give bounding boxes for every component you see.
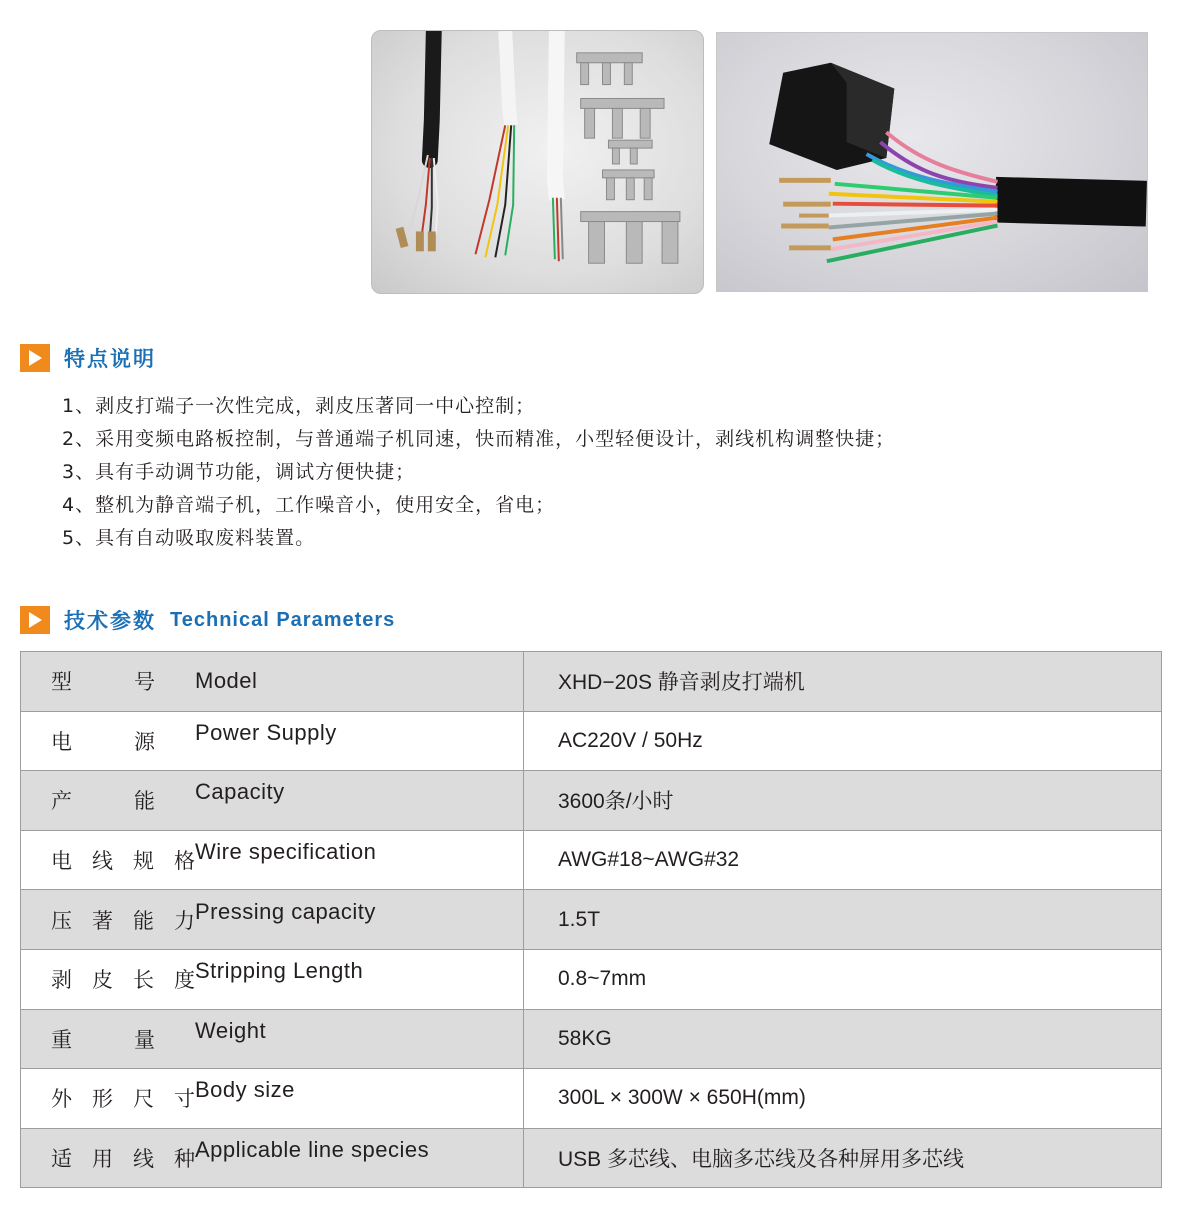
play-arrow-icon	[20, 344, 50, 372]
param-label-cell	[21, 652, 524, 712]
table-row	[21, 949, 1162, 1009]
parameters-table	[20, 651, 1162, 1188]
params-title: 技术参数	[64, 609, 156, 633]
cable-terminals-illustration	[372, 31, 703, 293]
table-row	[21, 890, 1162, 950]
param-label-en: Stripping Length	[195, 958, 364, 984]
param-label-zh: 重 量	[51, 1027, 155, 1052]
param-label-cell	[21, 949, 524, 1009]
features-list	[62, 390, 1062, 555]
multicore-connector-illustration	[717, 33, 1147, 291]
param-label-zh: 外形尺寸	[51, 1087, 195, 1112]
param-label-en: Pressing capacity	[195, 898, 376, 924]
param-label-en: Capacity	[195, 779, 285, 805]
param-label-zh: 压著能力	[51, 908, 195, 933]
param-label-zh: 适用线种	[51, 1147, 195, 1172]
multicore-connector-photo	[716, 32, 1148, 292]
param-label-zh: 剥皮长度	[51, 968, 195, 993]
param-label-cell	[21, 1069, 524, 1129]
params-subtitle: Technical Parameters	[170, 608, 396, 631]
feature-item: 3、具有手动调节功能，调试方便快捷；	[62, 461, 416, 483]
param-label-zh: 产 能	[51, 789, 155, 814]
features-section-header	[20, 343, 156, 373]
param-label-en: Weight	[195, 1017, 267, 1043]
table-row	[21, 1069, 1162, 1129]
params-section-header	[20, 605, 395, 635]
param-label-zh: 电 源	[51, 729, 155, 754]
param-label-cell	[21, 711, 524, 771]
param-label-cell	[21, 1128, 524, 1188]
feature-item: 5、具有自动吸取废料装置。	[62, 527, 316, 549]
param-value: 1.5T	[524, 890, 1162, 950]
table-row	[21, 771, 1162, 831]
table-row	[21, 1128, 1162, 1188]
table-row	[21, 711, 1162, 771]
param-label-en: Applicable line species	[195, 1137, 430, 1163]
param-label-cell	[21, 830, 524, 890]
table-row	[21, 1009, 1162, 1069]
feature-item: 1、剥皮打端子一次性完成，剥皮压著同一中心控制；	[62, 395, 536, 417]
param-label-en: Power Supply	[195, 719, 337, 745]
features-title: 特点说明	[64, 347, 156, 371]
param-label-en: Wire specification	[195, 839, 377, 865]
feature-item: 2、采用变频电路板控制，与普通端子机同速，快而精准，小型轻便设计，剥线机构调整快捷；	[62, 428, 896, 450]
param-value: 58KG	[524, 1009, 1162, 1069]
table-row	[21, 830, 1162, 890]
param-value: 300L × 300W × 650H(mm)	[524, 1069, 1162, 1129]
param-value: AWG#18~AWG#32	[524, 830, 1162, 890]
param-label-en: Model	[195, 668, 258, 694]
cable-terminals-photo	[371, 30, 704, 294]
param-value: USB 多芯线、电脑多芯线及各种屏用多芯线	[524, 1128, 1162, 1188]
param-label-cell	[21, 890, 524, 950]
param-value: 0.8~7mm	[524, 949, 1162, 1009]
param-value: 3600条/小时	[524, 771, 1162, 831]
param-label-cell	[21, 1009, 524, 1069]
param-value: AC220V / 50Hz	[524, 711, 1162, 771]
param-value: XHD−20S 静音剥皮打端机	[524, 652, 1162, 712]
feature-item: 4、整机为静音端子机，工作噪音小，使用安全，省电；	[62, 494, 556, 516]
param-label-cell	[21, 771, 524, 831]
param-label-zh: 型 号	[51, 670, 155, 695]
play-arrow-icon	[20, 606, 50, 634]
param-label-en: Body size	[195, 1077, 295, 1103]
param-label-zh: 电线规格	[51, 849, 195, 874]
table-row	[21, 652, 1162, 712]
